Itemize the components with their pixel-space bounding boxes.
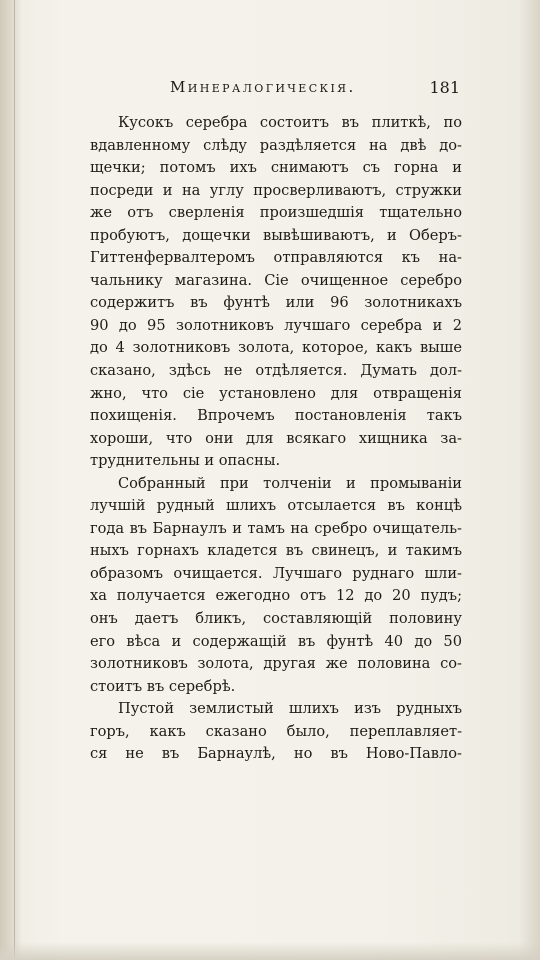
text-line: горъ, какъ сказано было, переплавляет- <box>90 722 462 740</box>
text-line: ха получается ежегодно отъ 12 до 20 пудъ; <box>90 587 462 605</box>
spine-edge <box>14 0 15 960</box>
text-line: вдавленному слѣду раздѣляется на двѣ до- <box>90 136 462 154</box>
text-line: содержитъ въ фунтѣ или 96 золотникахъ <box>90 294 462 312</box>
page-number: 181 <box>429 78 460 97</box>
text-line: Гиттенфервалтеромъ отправляются къ на- <box>90 249 462 267</box>
text-line: года въ Барнаулъ и тамъ на сребро очищатель- <box>90 519 462 537</box>
page-bottom-edge <box>0 942 540 960</box>
text-line: стоитъ въ серебрѣ. <box>90 677 236 695</box>
page-gutter <box>0 0 22 960</box>
text-line: хороши, что они для всякаго хищника за- <box>90 429 462 447</box>
text-line: золотниковъ золота, другая же половина со- <box>90 655 462 673</box>
text-line: онъ даетъ бликъ, составляющій половину <box>90 610 462 628</box>
text-line: 90 до 95 золотниковъ лучшаго серебра и 2 <box>90 316 462 334</box>
text-line: лучшій рудный шлихъ отсылается въ концѣ <box>90 497 462 515</box>
text-line: щечки; потомъ ихъ снимаютъ съ горна и <box>90 159 462 177</box>
text-line: чальнику магазина. Сіе очищенное серебро <box>90 271 462 289</box>
text-line: похищенія. Впрочемъ постановленія такъ <box>90 407 462 425</box>
text-line: труднительны и опасны. <box>90 452 281 470</box>
text-line: сказано, здѣсь не отдѣляется. Думать дол- <box>90 362 462 380</box>
text-line: пробуютъ, дощечки вывѣшиваютъ, и Оберъ- <box>90 226 462 244</box>
text-line: жно, что сіе установлено для отвращенія <box>90 384 462 402</box>
text-line: посреди и на углу просверливаютъ, стружки <box>90 181 462 199</box>
page-header <box>170 78 460 100</box>
text-line: ныхъ горнахъ кладется въ свинецъ, и такимъ <box>90 542 462 560</box>
text-line: до 4 золотниковъ золота, которое, какъ выше <box>90 339 462 357</box>
running-title: Минералогическія. <box>170 78 356 96</box>
text-line: его вѣса и содержащій въ фунтѣ 40 до 50 <box>90 632 462 650</box>
body-text <box>90 112 462 766</box>
text-line: образомъ очищается. Лучшаго руднаго шли- <box>90 564 462 582</box>
text-line: ся не въ Барнаулѣ, но въ Ново-Павло- <box>90 745 462 763</box>
text-line: Собранный при толченіи и промываніи <box>118 474 462 492</box>
text-line: Кусокъ серебра состоитъ въ плиткѣ, по <box>118 114 462 131</box>
text-line: Пустой землистый шлихъ изъ рудныхъ <box>118 700 462 718</box>
text-line: же отъ сверленія произшедшія тщательно <box>90 204 462 222</box>
